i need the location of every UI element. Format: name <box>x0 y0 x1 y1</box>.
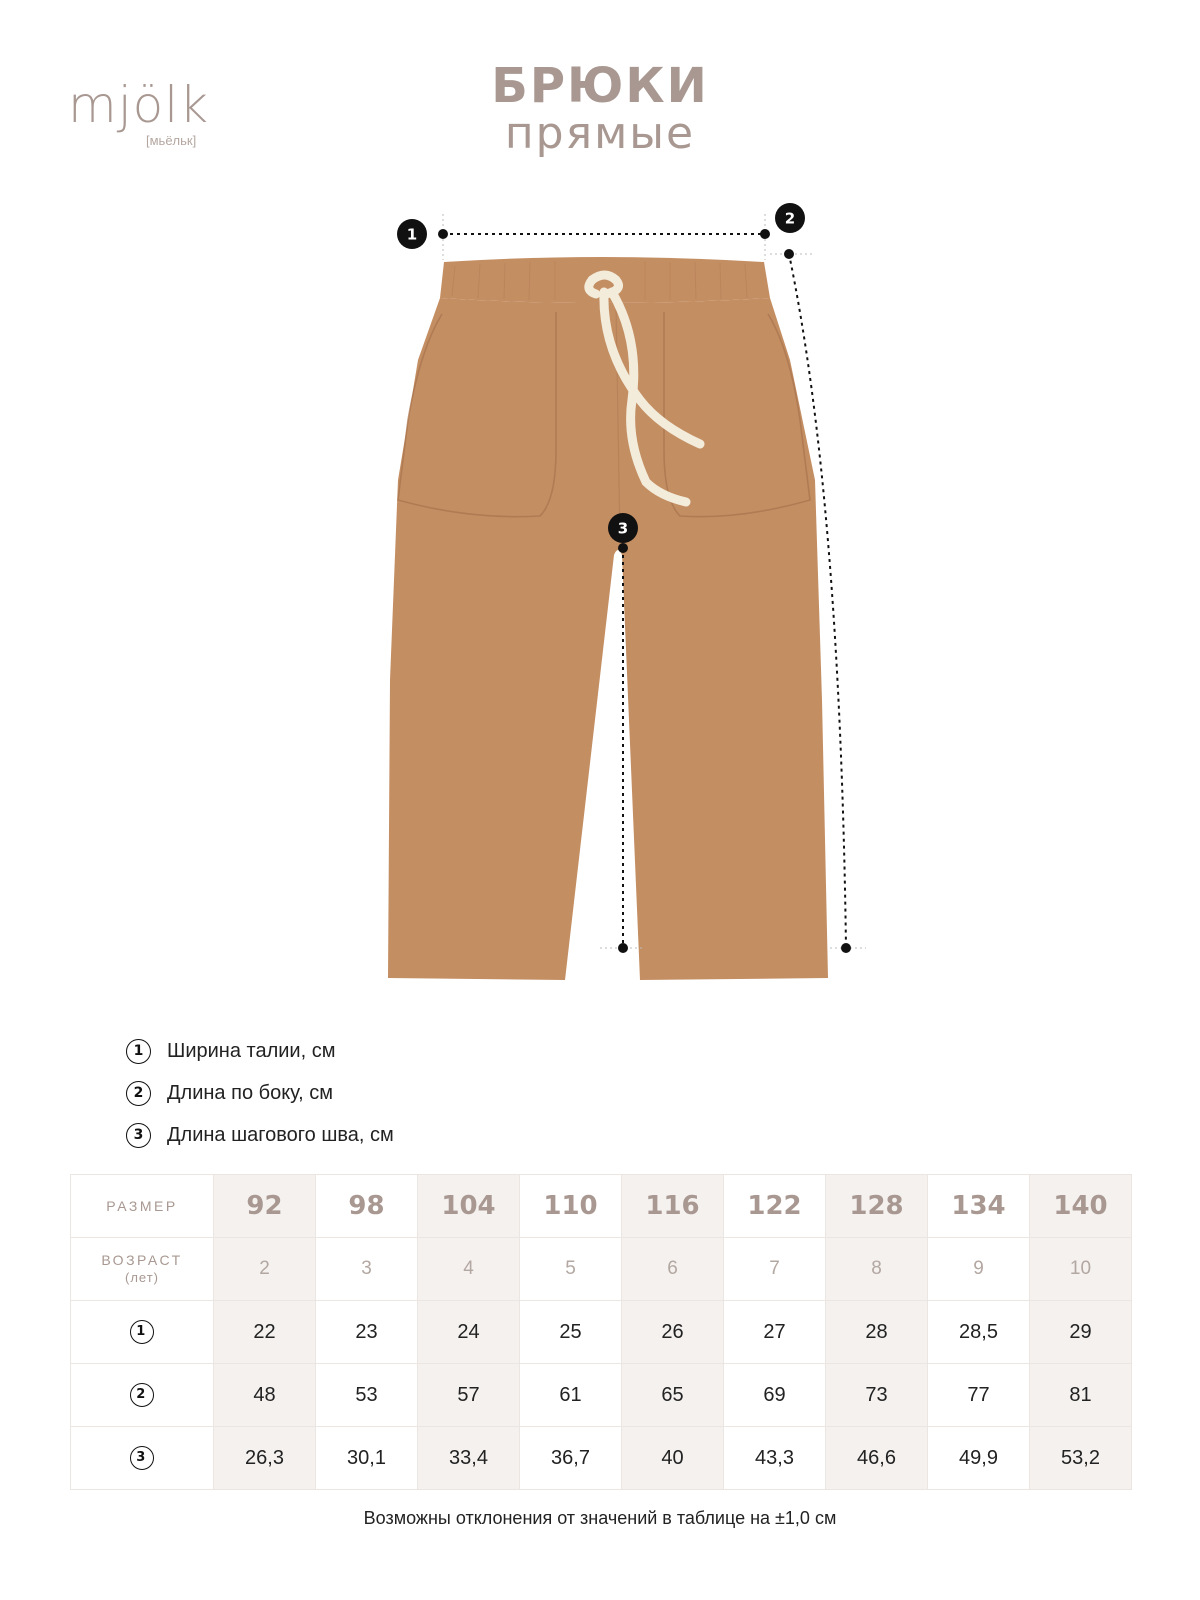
legend-number-1: 1 <box>126 1039 151 1064</box>
svg-text:3: 3 <box>617 519 629 538</box>
age-cell: 8 <box>826 1238 928 1301</box>
age-cell: 10 <box>1030 1238 1132 1301</box>
legend-label-3: Длина шагового шва, см <box>167 1123 394 1146</box>
table-row-side-length <box>71 1364 1132 1427</box>
table-cell: 57 <box>418 1364 520 1427</box>
row-number-3: 3 <box>130 1446 154 1470</box>
table-cell: 24 <box>418 1301 520 1364</box>
table-row-waist-width <box>71 1301 1132 1364</box>
table-cell: 27 <box>724 1301 826 1364</box>
pants-measurement-diagram <box>0 200 1200 1000</box>
table-cell: 23 <box>316 1301 418 1364</box>
row-marker-cell <box>71 1427 214 1490</box>
size-table <box>70 1174 1132 1490</box>
brand-name: mjölk <box>68 76 210 134</box>
size-140: 140 <box>1030 1175 1132 1238</box>
size-110: 110 <box>520 1175 622 1238</box>
table-cell: 36,7 <box>520 1427 622 1490</box>
pants-illustration <box>388 257 828 980</box>
legend-label-1: Ширина талии, см <box>167 1039 336 1062</box>
header-size: РАЗМЕР <box>71 1175 214 1238</box>
table-cell: 25 <box>520 1301 622 1364</box>
row-number-2: 2 <box>130 1383 154 1407</box>
table-cell: 28 <box>826 1301 928 1364</box>
table-cell: 26 <box>622 1301 724 1364</box>
age-cell: 9 <box>928 1238 1030 1301</box>
age-cell: 7 <box>724 1238 826 1301</box>
svg-text:1: 1 <box>406 225 418 244</box>
table-row-size <box>71 1175 1132 1238</box>
age-cell: 5 <box>520 1238 622 1301</box>
header-age-unit: (лет) <box>125 1269 159 1285</box>
legend-label-2: Длина по боку, см <box>167 1081 334 1104</box>
row-marker-cell <box>71 1364 214 1427</box>
svg-text:2: 2 <box>784 209 796 228</box>
age-cell: 3 <box>316 1238 418 1301</box>
row-marker-cell <box>71 1301 214 1364</box>
age-cell: 2 <box>214 1238 316 1301</box>
table-cell: 81 <box>1030 1364 1132 1427</box>
table-cell: 33,4 <box>418 1427 520 1490</box>
table-cell: 29 <box>1030 1301 1132 1364</box>
size-134: 134 <box>928 1175 1030 1238</box>
age-cell: 6 <box>622 1238 724 1301</box>
marker-2 <box>775 203 805 233</box>
brand-transcription: [мьёльк] <box>146 133 197 148</box>
table-cell: 28,5 <box>928 1301 1030 1364</box>
table-cell: 26,3 <box>214 1427 316 1490</box>
size-104: 104 <box>418 1175 520 1238</box>
legend-number-3: 3 <box>126 1123 151 1148</box>
table-cell: 43,3 <box>724 1427 826 1490</box>
table-cell: 69 <box>724 1364 826 1427</box>
table-cell: 46,6 <box>826 1427 928 1490</box>
row-number-1: 1 <box>130 1320 154 1344</box>
header-age-label: ВОЗРАСТ <box>101 1252 183 1269</box>
size-128: 128 <box>826 1175 928 1238</box>
tolerance-note: Возможны отклонения от значений в таблице на ±1,0 см <box>363 1508 837 1528</box>
size-92: 92 <box>214 1175 316 1238</box>
table-row-age <box>71 1238 1132 1301</box>
table-cell: 53,2 <box>1030 1427 1132 1490</box>
legend-number-2: 2 <box>126 1081 151 1106</box>
pants-body <box>388 298 828 980</box>
marker-1 <box>397 219 427 249</box>
measurement-legend <box>126 1030 394 1156</box>
legend-item-waist-width <box>126 1030 394 1072</box>
size-98: 98 <box>316 1175 418 1238</box>
table-cell: 61 <box>520 1364 622 1427</box>
age-cell: 4 <box>418 1238 520 1301</box>
table-cell: 73 <box>826 1364 928 1427</box>
table-cell: 65 <box>622 1364 724 1427</box>
size-122: 122 <box>724 1175 826 1238</box>
header-age <box>71 1238 214 1301</box>
page-subtitle: прямые <box>504 108 696 159</box>
table-cell: 77 <box>928 1364 1030 1427</box>
marker-3 <box>608 513 638 543</box>
table-cell: 22 <box>214 1301 316 1364</box>
table-row-inseam-length <box>71 1427 1132 1490</box>
legend-item-side-length <box>126 1072 394 1114</box>
table-cell: 40 <box>622 1427 724 1490</box>
table-cell: 30,1 <box>316 1427 418 1490</box>
table-cell: 49,9 <box>928 1427 1030 1490</box>
table-cell: 48 <box>214 1364 316 1427</box>
page-title: БРЮКИ <box>491 58 709 114</box>
table-cell: 53 <box>316 1364 418 1427</box>
legend-item-inseam-length <box>126 1114 394 1156</box>
size-116: 116 <box>622 1175 724 1238</box>
